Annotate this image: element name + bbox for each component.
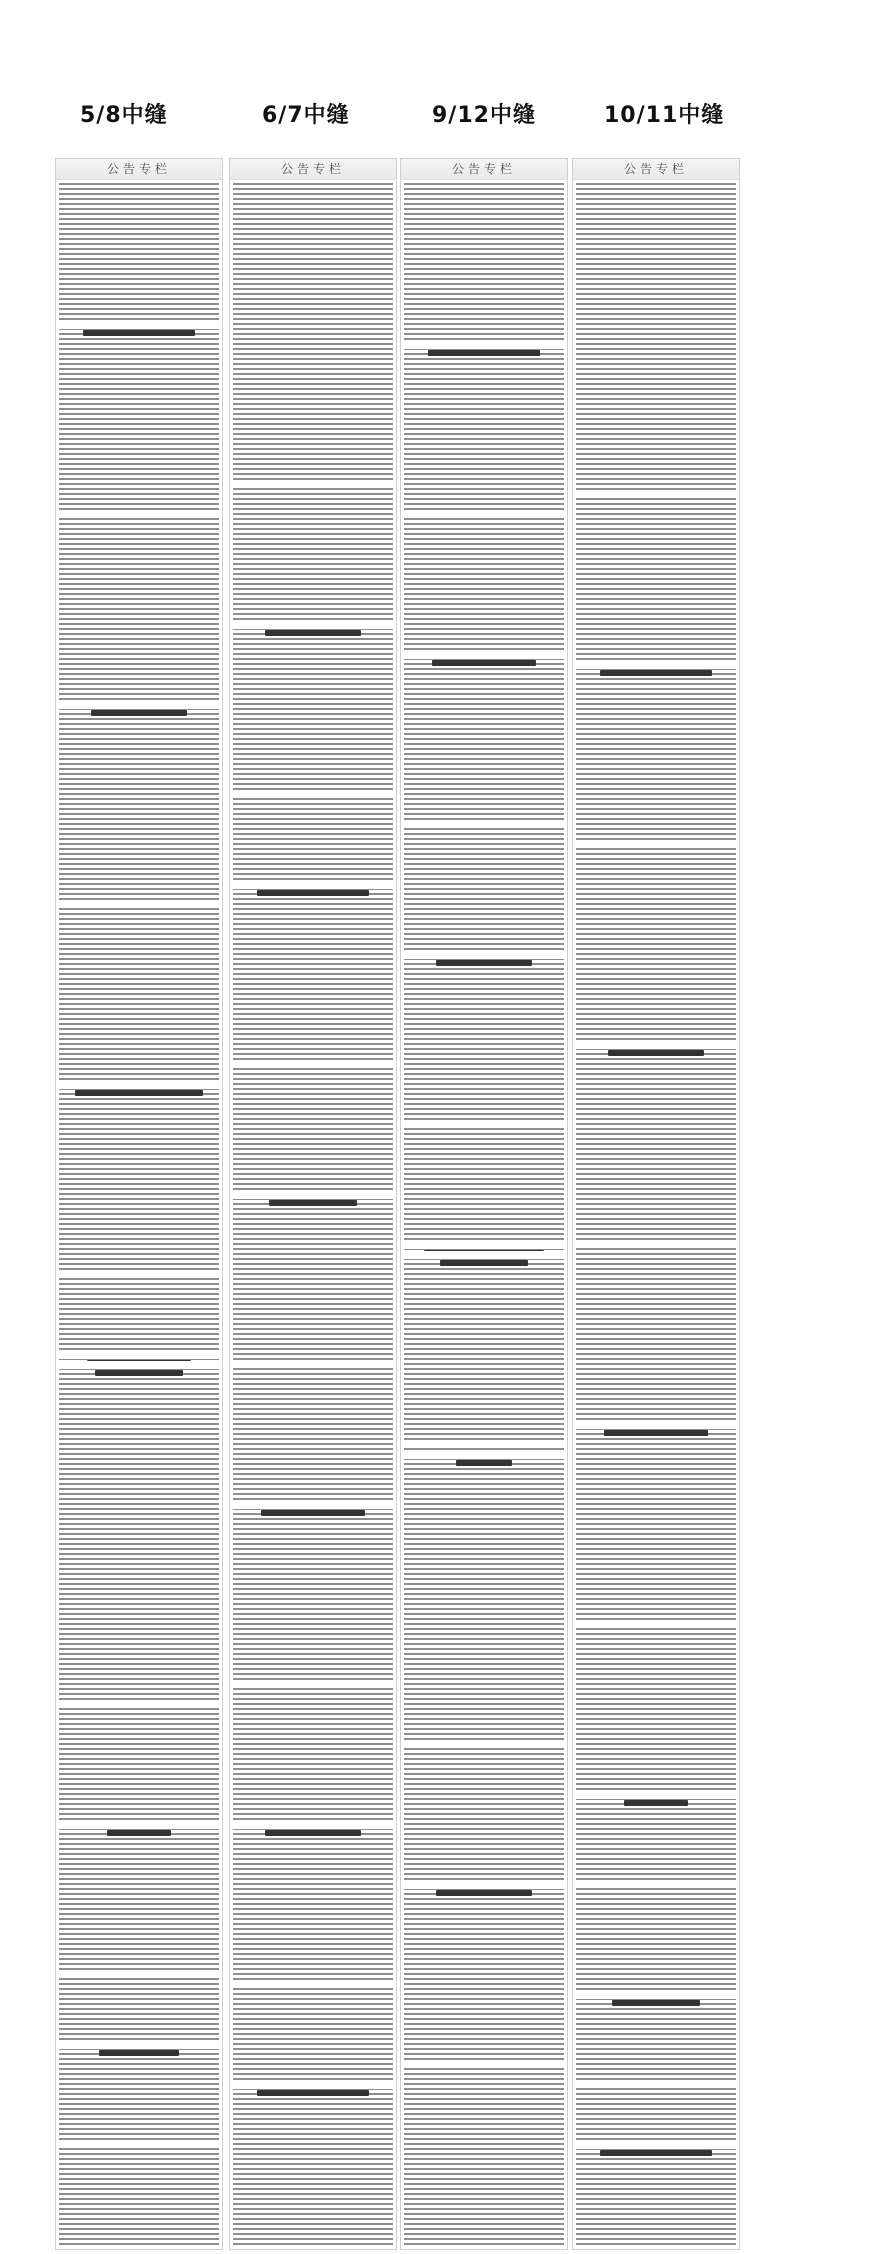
date-label-4: 10/11中缝 (604, 103, 725, 128)
notice-column-4[interactable] (572, 158, 740, 2250)
column-header: 公告专栏 (401, 159, 567, 180)
date-label-3: 9/12中缝 (432, 103, 536, 128)
column-header: 公告专栏 (56, 159, 222, 180)
column-header: 公告专栏 (573, 159, 739, 180)
column-text (404, 181, 564, 2247)
notice-column-1[interactable] (55, 158, 223, 2250)
date-label-2: 6/7中缝 (262, 103, 350, 128)
column-header: 公告专栏 (230, 159, 396, 180)
notice-column-3[interactable] (400, 158, 568, 2250)
date-label-1: 5/8中缝 (80, 103, 168, 128)
column-text (576, 181, 736, 2247)
notice-column-2[interactable] (229, 158, 397, 2250)
column-text (59, 181, 219, 2247)
column-text (233, 181, 393, 2247)
date-row (0, 0, 884, 150)
